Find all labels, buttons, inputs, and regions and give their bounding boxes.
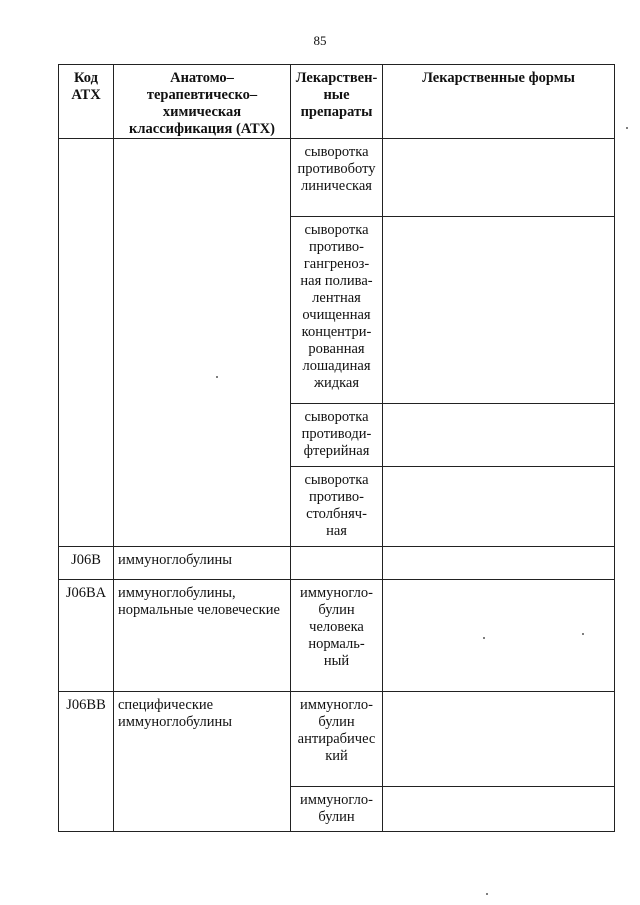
code-cell [59,139,114,547]
forms-cell [383,139,615,217]
table-header-row [59,65,615,139]
code-cell: J06B [59,547,114,580]
forms-cell [383,547,615,580]
header-drugs: Лекарствен- ные препараты [291,65,383,139]
drug-cell: сыворотка противоботу линическая [291,139,383,217]
table-row [59,580,615,692]
classification-cell: иммуноглобулины, нормальные человеческие [114,580,291,692]
scan-speck [483,637,485,639]
forms-cell [383,787,615,832]
table-row [59,139,615,217]
forms-cell [383,467,615,547]
header-forms: Лекарственные формы [383,65,615,139]
drug-cell: иммуногло- булин антирабичес кий [291,692,383,787]
scan-speck [582,633,584,635]
drug-cell: сыворотка противоди- фтерийная [291,404,383,467]
drug-cell: иммуногло- булин [291,787,383,832]
drug-cell: сыворотка противо- гангреноз- ная полива- лентная очищенная концентри- рованная лошадиная жидкая [291,217,383,404]
classification-cell [114,139,291,547]
drug-cell: иммуногло- булин человека нормаль- ный [291,580,383,692]
scan-speck [216,376,218,378]
drug-cell [291,547,383,580]
table-row [59,547,615,580]
code-cell: J06BA [59,580,114,692]
header-classification: Анатомо– терапевтическо– химическая классификация (АТХ) [114,65,291,139]
forms-cell [383,217,615,404]
forms-cell [383,692,615,787]
classification-cell: специфические иммуноглобулины [114,692,291,832]
atc-drug-table [58,64,615,832]
table-row [59,692,615,787]
scan-speck [626,127,628,129]
classification-cell: иммуноглобулины [114,547,291,580]
page-number: 85 [313,33,327,48]
drug-cell: сыворотка противо- столбняч- ная [291,467,383,547]
header-code: Код АТХ [59,65,114,139]
forms-cell [383,404,615,467]
code-cell: J06BB [59,692,114,832]
scan-speck [486,893,488,895]
forms-cell [383,580,615,692]
